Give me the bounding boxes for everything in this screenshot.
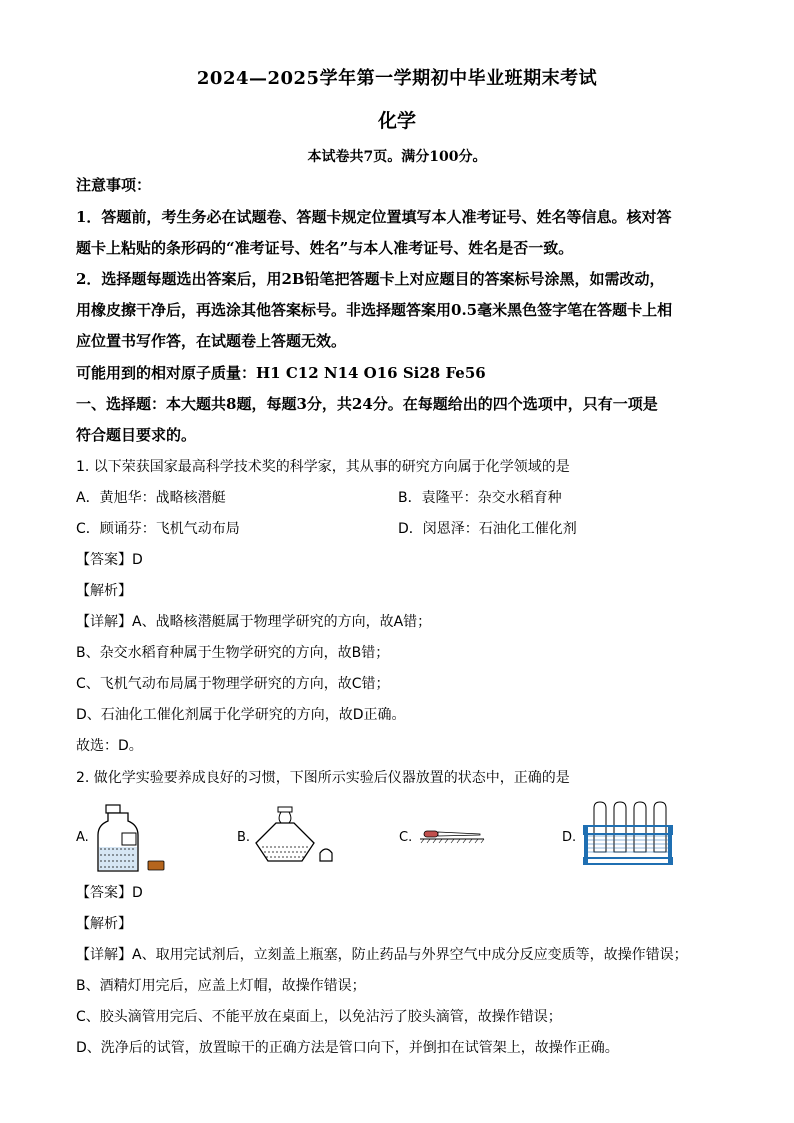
reagent-bottle-icon xyxy=(92,803,170,875)
note-2-line-a: 2．选择题每题选出答案后，用2B铅笔把答题卡上对应题目的答案标号涂黑，如需改动， xyxy=(76,270,665,288)
q1-option-a: A．黄旭华：战略核潜艇 xyxy=(76,490,226,506)
q1-detail-d: D、石油化工催化剂属于化学研究的方向，故D正确。 xyxy=(76,707,406,723)
q1-option-b: B．袁隆平：杂交水稻育种 xyxy=(398,490,562,506)
q2-stem: 2. 做化学实验要养成良好的习惯，下图所示实验后仪器放置的状态中，正确的是 xyxy=(76,770,570,786)
note-1-line-a: 1．答题前，考生务必在试题卷、答题卡规定位置填写本人准考证号、姓名等信息。核对答 xyxy=(76,208,672,226)
note-2-line-c: 应位置书写作答，在试题卷上答题无效。 xyxy=(76,332,347,350)
note-2-line-b: 用橡皮擦干净后，再选涂其他答案标号。非选择题答案用0.5毫米黑色签字笔在答题卡上相 xyxy=(76,301,673,319)
page-info: 本试卷共7页。满分100分。 xyxy=(307,149,487,165)
q1-option-c: C．顾诵芬：飞机气动布局 xyxy=(76,521,240,537)
exam-title: 2024—2025学年第一学期初中毕业班期末考试 xyxy=(196,68,598,89)
q2-option-c-label: C. xyxy=(399,830,413,845)
exam-subject: 化学 xyxy=(377,110,416,132)
dropper-icon xyxy=(420,828,486,844)
q2-detail-d: D、洗净后的试管，放置晾干的正确方法是管口向下，并倒扣在试管架上，故操作正确。 xyxy=(76,1040,619,1056)
q1-detail-c: C、飞机气动布局属于物理学研究的方向，故C错； xyxy=(76,676,390,692)
q2-answer: 【答案】D xyxy=(76,885,143,901)
q2-detail-c: C、胶头滴管用完后、不能平放在桌面上，以免沾污了胶头滴管，故操作错误； xyxy=(76,1009,562,1025)
q1-analysis: 【解析】 xyxy=(76,583,132,599)
q2-detail-b: B、酒精灯用完后，应盖上灯帽，故操作错误； xyxy=(76,978,366,994)
atomic-masses: 可能用到的相对原子质量：H1 C12 N14 O16 Si28 Fe56 xyxy=(76,364,486,382)
q1-answer: 【答案】D xyxy=(76,552,143,568)
note-1-line-b: 题卡上粘贴的条形码的“准考证号、姓名”与本人准考证号、姓名是否一致。 xyxy=(76,239,574,257)
q2-option-a-label: A. xyxy=(76,830,89,845)
test-tube-rack-icon xyxy=(580,800,676,868)
q2-analysis: 【解析】 xyxy=(76,916,132,932)
q2-detail-a: 【详解】A、取用完试剂后，立刻盖上瓶塞，防止药品与外界空气中成分反应变质等，故操作错误； xyxy=(76,947,688,963)
alcohol-lamp-icon xyxy=(254,805,340,867)
q2-option-d-label: D. xyxy=(562,830,577,845)
q1-detail-a: 【详解】A、战略核潜艇属于物理学研究的方向，故A错； xyxy=(76,614,432,630)
q2-option-b-label: B. xyxy=(237,830,251,845)
q1-stem: 1. 以下荣获国家最高科学技术奖的科学家，其从事的研究方向属于化学领域的是 xyxy=(76,459,570,475)
notes-heading: 注意事项： xyxy=(76,176,152,194)
q1-conclusion: 故选：D。 xyxy=(76,738,143,754)
section-1-line-b: 符合题目要求的。 xyxy=(76,426,197,444)
q1-detail-b: B、杂交水稻育种属于生物学研究的方向，故B错； xyxy=(76,645,390,661)
q1-option-d: D．闵恩泽：石油化工催化剂 xyxy=(398,521,577,537)
section-1-line-a: 一、选择题：本大题共8题，每题3分，共24分。在每题给出的四个选项中，只有一项是 xyxy=(76,395,658,413)
